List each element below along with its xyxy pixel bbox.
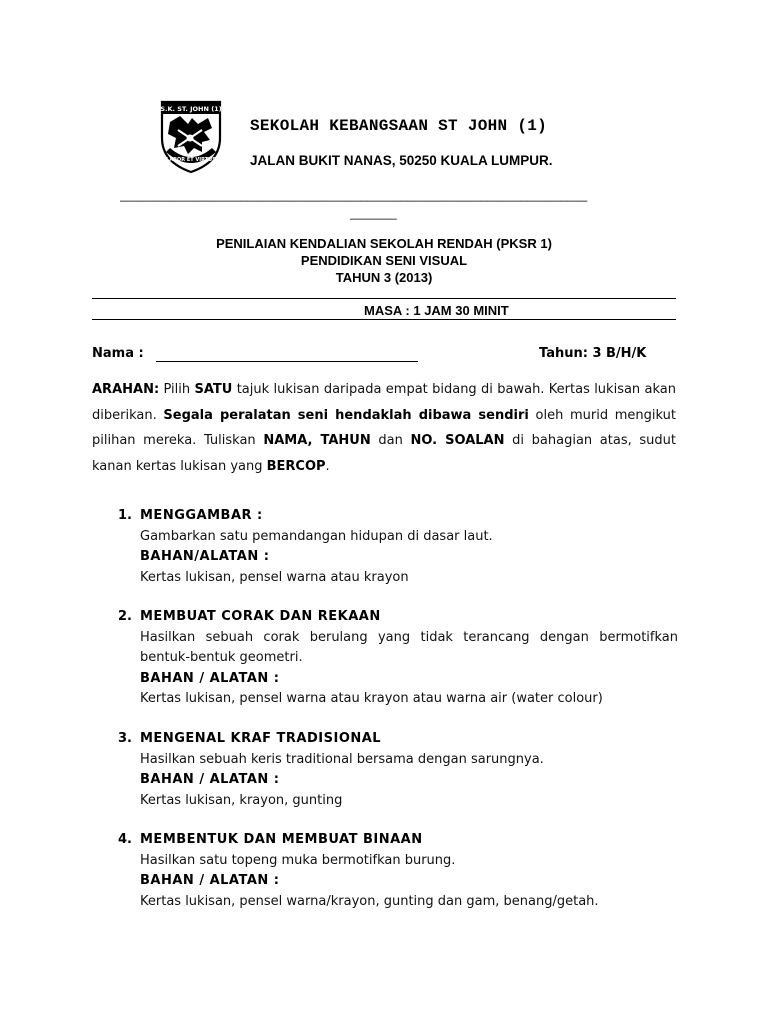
instructions-bold: NAMA, TAHUN bbox=[263, 433, 371, 448]
instructions-text: di bahagian atas, sudut kanan kertas lukisan yang bbox=[92, 433, 676, 474]
instructions-bold: SATU bbox=[194, 382, 233, 397]
school-address: JALAN BUKIT NANAS, 50250 KUALA LUMPUR. bbox=[250, 153, 553, 168]
materials-label: BAHAN/ALATAN : bbox=[140, 549, 270, 564]
school-crest-icon bbox=[158, 100, 224, 174]
instructions-text: Pilih bbox=[159, 382, 195, 397]
divider-line-2: _______ bbox=[350, 206, 397, 220]
question-item bbox=[118, 607, 678, 710]
materials-list: Kertas lukisan, pensel warna atau krayon atau warna air (water colour) bbox=[140, 691, 603, 706]
top-rule bbox=[92, 298, 676, 299]
instructions-text: dan bbox=[370, 433, 411, 448]
subject-title: PENDIDIKAN SENI VISUAL bbox=[300, 253, 468, 268]
instructions bbox=[92, 377, 676, 479]
question-title: MENGENAL KRAF TRADISIONAL bbox=[140, 731, 382, 746]
question-number: 1. bbox=[118, 508, 132, 523]
instructions-text: . bbox=[325, 458, 330, 474]
question-description: Hasilkan satu topeng muka bermotifkan burung. bbox=[140, 852, 456, 868]
name-label: Nama : bbox=[92, 346, 144, 361]
question-description: Hasilkan sebuah keris traditional bersama dengan sarungnya. bbox=[140, 751, 544, 767]
materials-label: BAHAN / ALATAN : bbox=[140, 670, 280, 686]
instructions-bold: Segala peralatan seni hendaklah dibawa sendiri bbox=[163, 407, 529, 423]
question-description: Gambarkan satu pemandangan hidupan di dasar laut. bbox=[140, 528, 493, 544]
divider-line-1: ______________________________________________________________________ bbox=[120, 188, 588, 202]
logo-top-text: S.K. ST. JOHN (1) bbox=[160, 105, 222, 113]
question-item bbox=[118, 729, 678, 811]
name-blank-line bbox=[156, 361, 418, 362]
materials-label: BAHAN / ALATAN : bbox=[140, 772, 280, 787]
instructions-label: ARAHAN: bbox=[92, 382, 160, 397]
materials-list: Kertas lukisan, pensel warna atau krayon bbox=[140, 569, 409, 585]
instructions-text: oleh murid mengikut pilihan mereka. Tuliskan bbox=[92, 407, 676, 448]
time-allowed: MASA : 1 JAM 30 MINIT bbox=[364, 303, 509, 318]
bottom-rule bbox=[92, 319, 676, 320]
question-number: 2. bbox=[118, 609, 132, 624]
question-item bbox=[118, 830, 678, 912]
assessment-title: PENILAIAN KENDALIAN SEKOLAH RENDAH (PKSR 1) bbox=[216, 236, 552, 251]
logo-bottom-text: LABOR ET VIRTUS bbox=[166, 157, 216, 163]
year-title: TAHUN 3 (2013) bbox=[335, 270, 433, 285]
instructions-bold: BERCOP bbox=[266, 458, 326, 474]
question-title: MEMBENTUK DAN MEMBUAT BINAAN bbox=[140, 832, 423, 847]
materials-list: Kertas lukisan, krayon, gunting bbox=[140, 792, 343, 808]
materials-list: Kertas lukisan, pensel warna/krayon, gunting dan gam, benang/getah. bbox=[140, 893, 599, 909]
question-number: 4. bbox=[118, 832, 132, 847]
school-name: SEKOLAH KEBANGSAAN ST JOHN (1) bbox=[250, 117, 548, 135]
instructions-bold: NO. SOALAN bbox=[410, 433, 505, 448]
instructions-text: tajuk lukisan daripada empat bidang di bawah. Kertas lukisan akan diberikan. bbox=[92, 382, 676, 423]
materials-label: BAHAN / ALATAN : bbox=[140, 873, 280, 888]
question-title: MEMBUAT CORAK DAN REKAAN bbox=[140, 609, 381, 624]
question-description: Hasilkan sebuah corak berulang yang tidak terancang dengan bermotifkan bentuk-bentuk geometri. bbox=[140, 629, 678, 665]
question-title: MENGGAMBAR : bbox=[140, 508, 263, 523]
question-item bbox=[118, 506, 678, 588]
question-number: 3. bbox=[118, 731, 132, 746]
class-label: Tahun: 3 B/H/K bbox=[539, 346, 647, 361]
